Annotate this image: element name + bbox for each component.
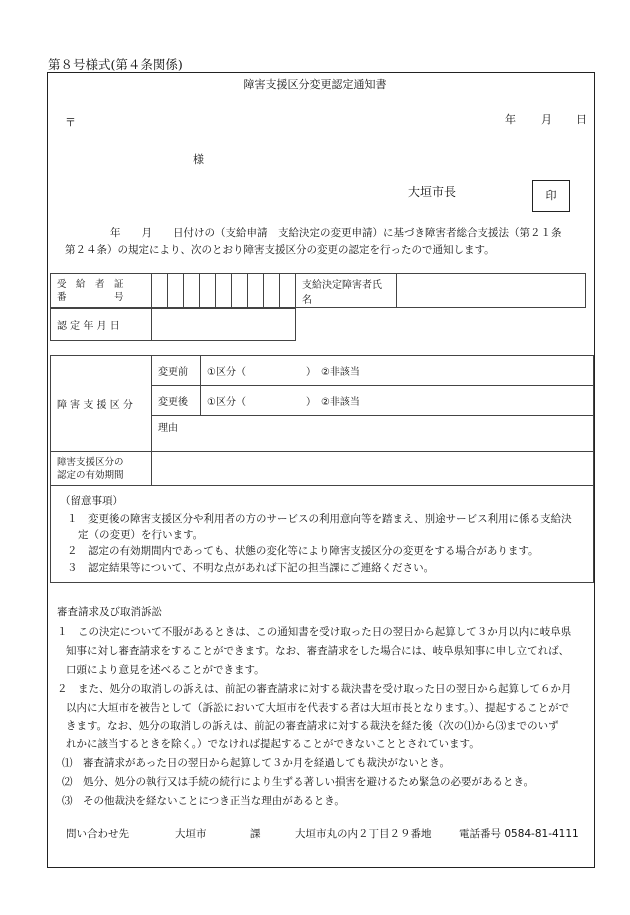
notes-heading: （留意事項） <box>60 495 123 507</box>
validity-period-label: 障害支援区分の 認定の有効期間 <box>51 452 152 486</box>
certification-date-table <box>50 308 296 341</box>
appeal-heading: 審査請求及び取消訴訟 <box>57 606 162 618</box>
appeal-1-line-1: １ この決定について不服があるときは、この通知書を受け取った日の翌日から起算して３か月以内に岐阜県 <box>57 626 572 638</box>
issuer-name: 大垣市長 <box>408 185 457 199</box>
certification-date-field[interactable] <box>152 309 296 341</box>
appeal-2-line-1: ２ また、処分の取消しの訴えは、前記の審査請求に対する裁決書を受け取った日の翌日から起算して６か月 <box>57 683 572 695</box>
contact-address: 大垣市丸の内２丁目２９番地 <box>295 828 432 840</box>
appeal-sub-3: ⑶ その他裁決を経ないことにつき正当な理由があるとき。 <box>62 795 345 807</box>
contact-city: 大垣市 <box>175 828 207 840</box>
addressee-suffix: 様 <box>193 153 204 166</box>
contact-phone: 電話番号 0584-81-4111 <box>459 828 579 840</box>
document-title: 障害支援区分変更認定通知書 <box>243 78 387 91</box>
recipient-number-label: 受 給 者 証 番 号 <box>51 274 152 308</box>
date-month-label: 月 <box>541 113 552 126</box>
appeal-1-line-2: 知事に対し審査請求をすることができます。なお、審査請求をした場合には、岐阜県知事に申し立てれば、 <box>66 645 570 657</box>
contact-section: 課 <box>250 828 261 840</box>
before-change-label: 変更前 <box>152 356 201 386</box>
date-day-label: 日 <box>576 113 587 126</box>
appeal-sub-1: ⑴ 審査請求があった日の翌日から起算して３か月を経過しても裁決がないとき。 <box>62 757 450 769</box>
before-change-options[interactable]: ①区分（ ） ②非該当 <box>201 356 594 386</box>
support-class-label: 障 害 支 援 区 分 <box>51 356 152 452</box>
support-class-table <box>50 355 594 486</box>
contact-label: 問い合わせ先 <box>66 828 129 840</box>
reason-label: 理由 <box>158 423 178 434</box>
appeal-2-line-2: 以内に大垣市を被告として（訴訟において大垣市を代表する者は大垣市長となります。）、提起することがで <box>66 702 570 714</box>
after-change-label: 変更後 <box>152 386 201 416</box>
note-1-line-2: 定（の変更）を行います。 <box>78 529 204 541</box>
date-year-label: 年 <box>505 113 516 126</box>
appeal-1-line-3: 口頭により意見を述べることができます。 <box>66 664 265 676</box>
validity-period-field[interactable] <box>152 452 594 486</box>
person-name-label: 支給決定障害者氏名 <box>296 274 397 308</box>
postal-mark: 〒 <box>65 116 76 129</box>
intro-line-2: 第２４条）の規定により、次のとおり障害支援区分の変更の認定を行ったので通知します。 <box>65 244 495 256</box>
certification-date-label: 認 定 年 月 日 <box>51 309 152 341</box>
appeal-2-line-3: きます。なお、処分の取消しの訴えは、前記の審査請求に対する裁決を経た後（次の⑴から⑶までのいず <box>66 720 559 732</box>
appeal-sub-2: ⑵ 処分、処分の執行又は手続の続行により生ずる著しい損害を避けるため緊急の必要があるとき。 <box>62 776 535 788</box>
reason-field[interactable] <box>152 416 594 452</box>
form-number-label: 第８号様式(第４条関係) <box>48 57 183 72</box>
appeal-2-line-4: れかに該当するときを除く。）でなければ提起することができないこととされています。 <box>66 738 480 750</box>
after-change-options[interactable]: ①区分（ ） ②非該当 <box>201 386 594 416</box>
note-2: ２ 認定の有効期間内であっても、状態の変化等により障害支援区分の変更をする場合があります。 <box>67 545 539 557</box>
intro-line-1: 年 月 日付けの（支給申請 支給決定の変更申請）に基づき障害者総合支援法（第２１条 <box>110 227 562 239</box>
note-1-line-1: １ 変更後の障害支援区分や利用者の方のサービスの利用意向等を踏まえ、別途サービス利用に係る支給決 <box>67 513 572 525</box>
note-3: ３ 認定結果等について、不明な点があれば下記の担当課にご連絡ください。 <box>67 562 435 574</box>
seal-box: 印 <box>532 180 570 212</box>
recipient-info-table <box>50 273 586 308</box>
person-name-field[interactable] <box>397 274 586 308</box>
